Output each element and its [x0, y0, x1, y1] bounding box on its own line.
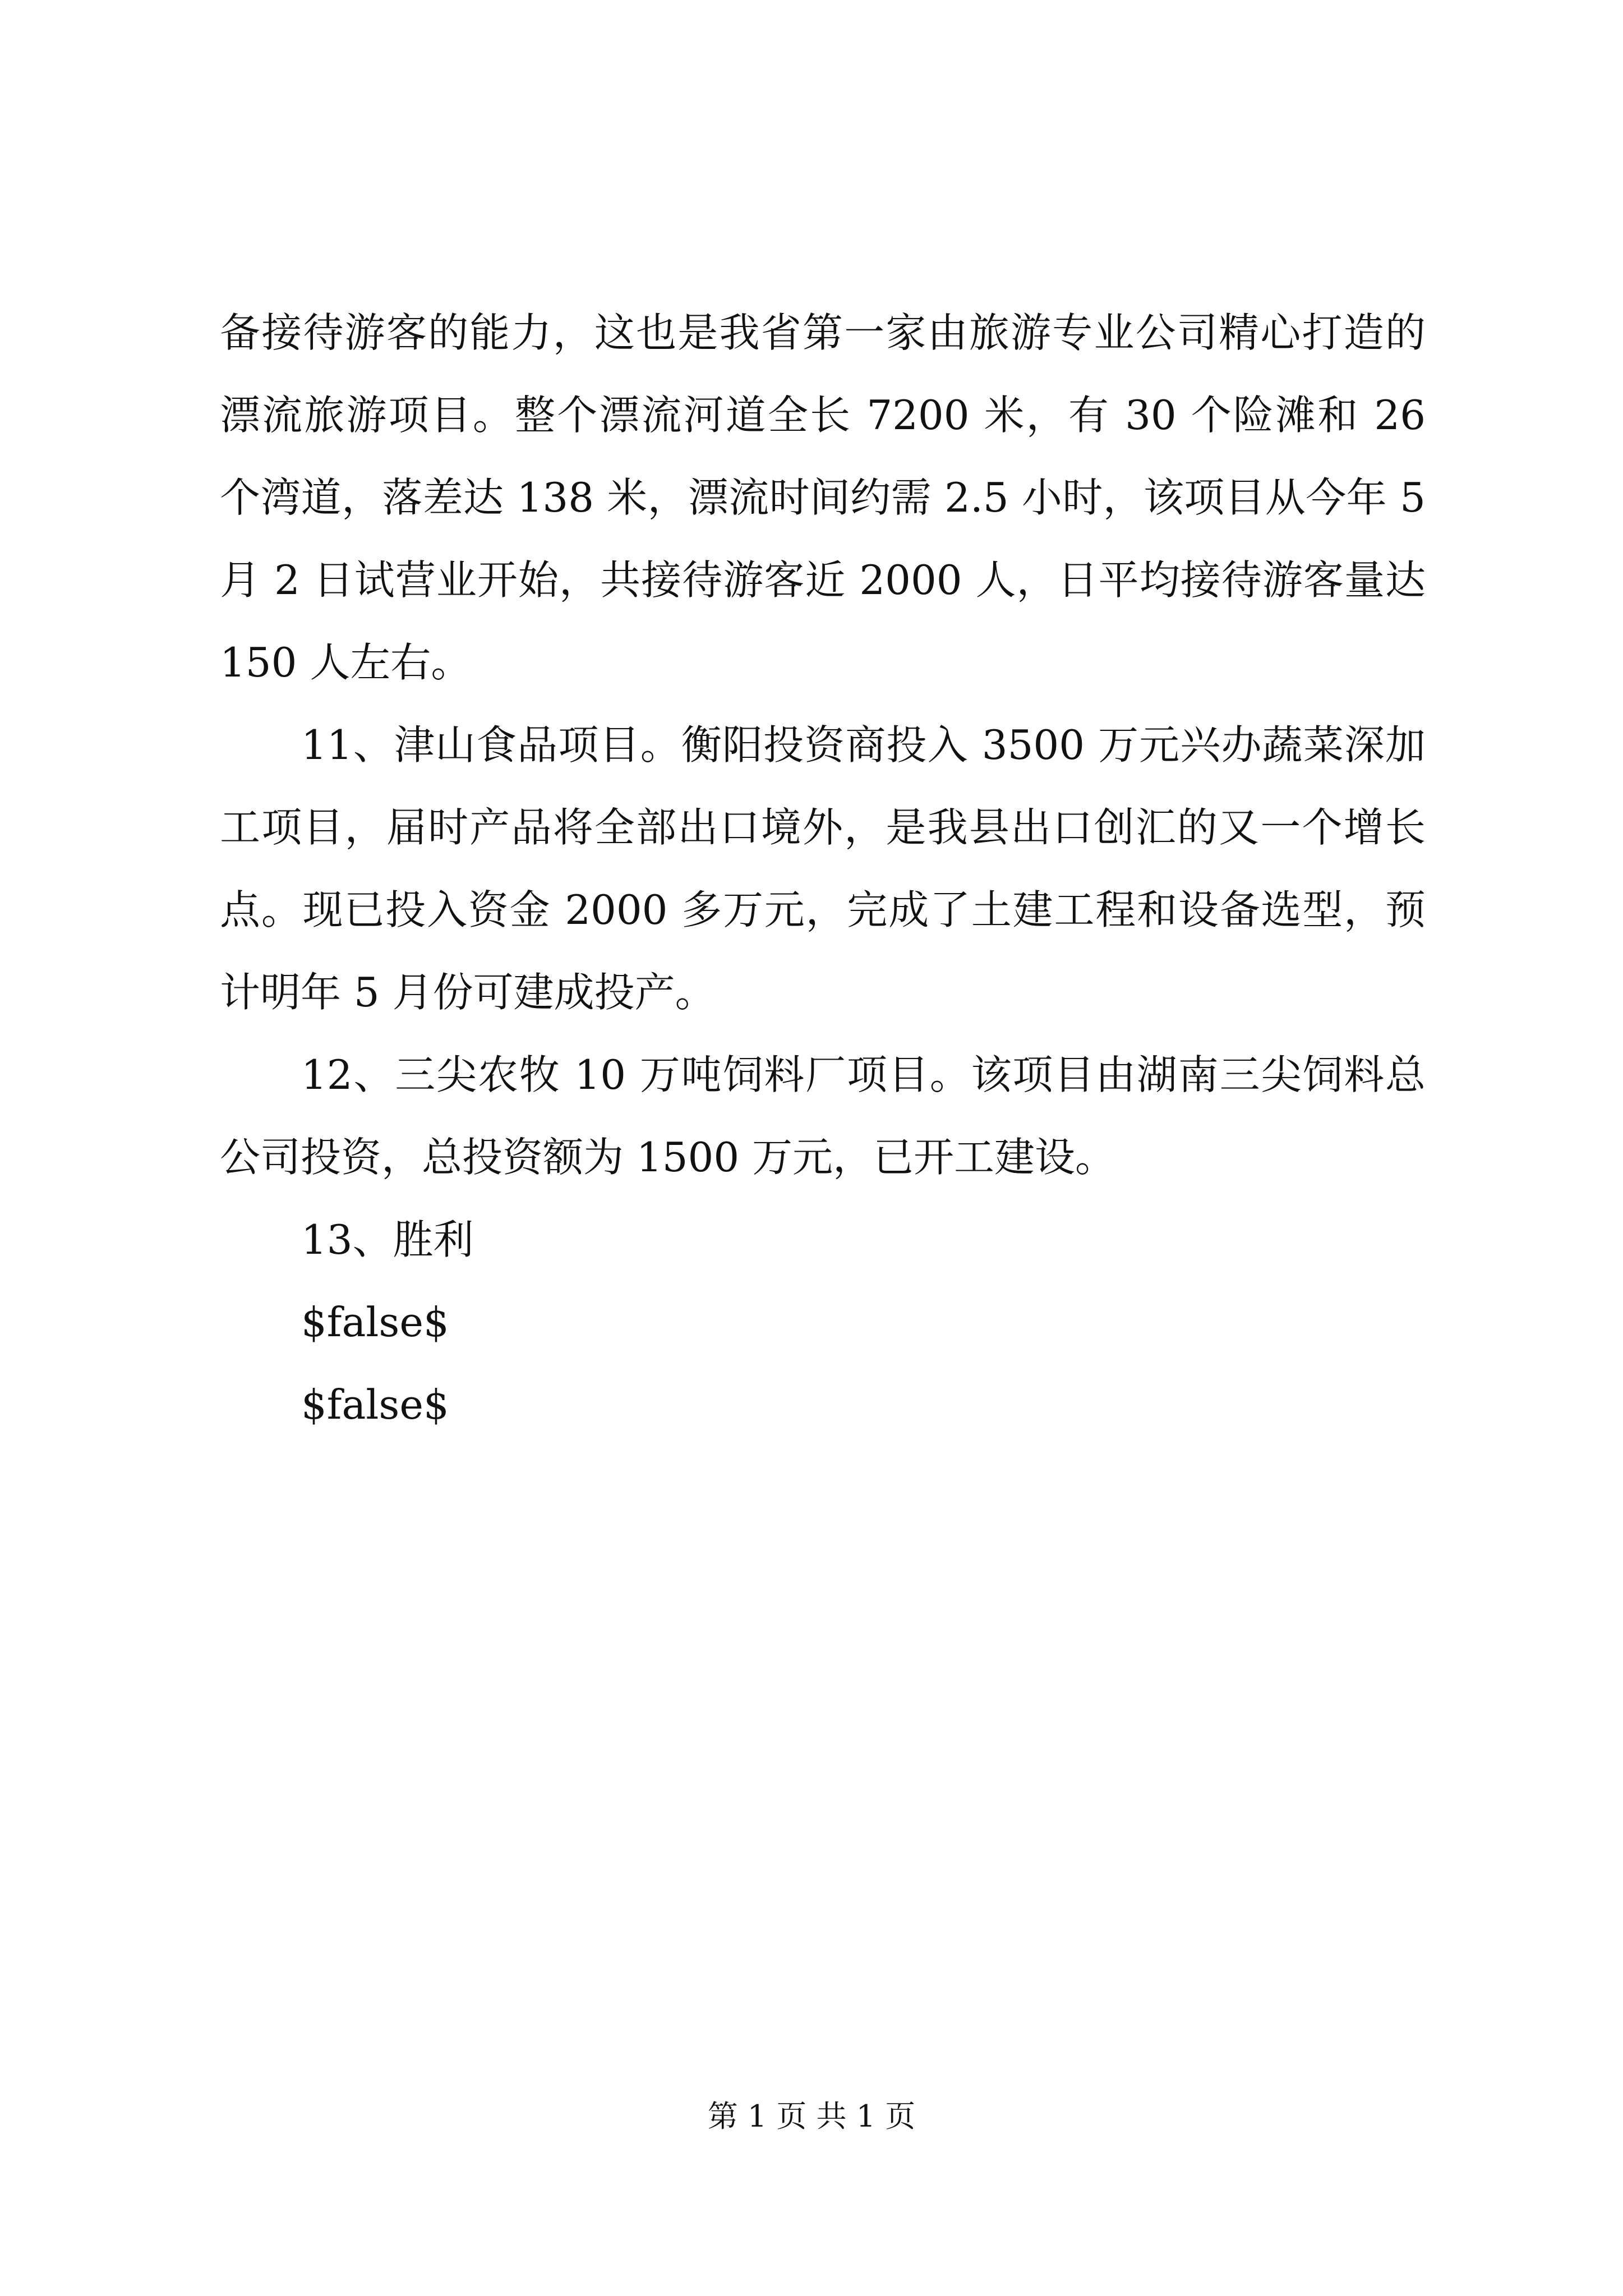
paragraph-continuation: 备接待游客的能力，这也是我省第一家由旅游专业公司精心打造的漂流旅游项目。整个漂流河道全长 7200 米，有 30 个险滩和 26 个湾道，落差达 138 米，漂流时间约需 2.5 小时，该项目从今年 5 月 2 日试营业开始，共接待游客近 2000 人，日平均接待游客量达 150 人左右。 [220, 309, 1426, 686]
paragraph-placeholder: $false$ [301, 1381, 449, 1428]
page-footer: 第 1 页 共 1 页 [707, 2099, 916, 2134]
paragraph-item-13: 13、胜利 [301, 1216, 474, 1263]
paragraph-item-11: 11、津山食品项目。衡阳投资商投入 3500 万元兴办蔬菜深加工项目，届时产品将全部出口境外，是我县出口创汇的又一个增长点。现已投入资金 2000 多万元，完成了土建工程和设备选型，预计明年 5 月份可建成投产。 [220, 721, 1426, 1016]
paragraph-item-12: 12、三尖农牧 10 万吨饲料厂项目。该项目由湖南三尖饲料总公司投资，总投资额为 1500 万元，已开工建设。 [220, 1051, 1426, 1181]
document-body [220, 292, 1426, 1446]
paragraph-placeholder: $false$ [301, 1299, 449, 1346]
